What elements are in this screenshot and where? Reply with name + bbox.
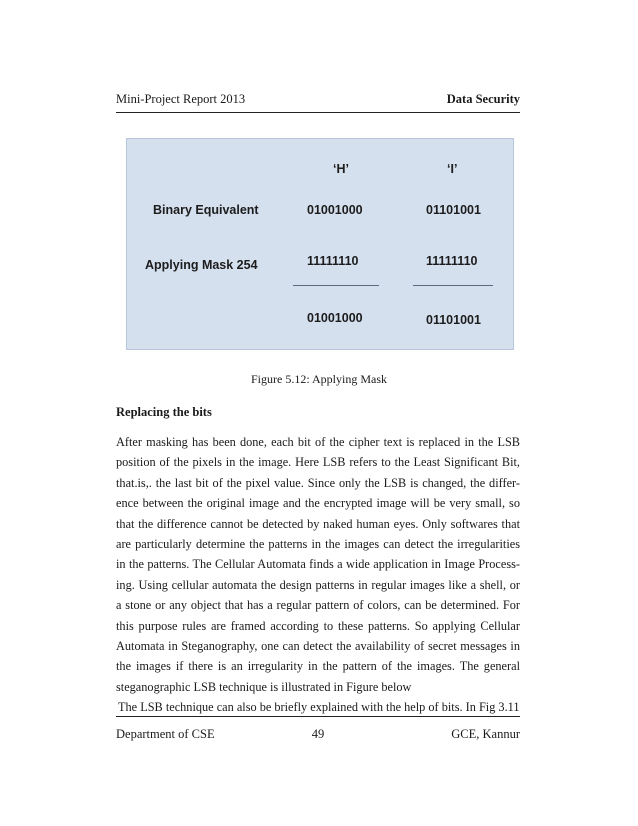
mask-h-value: 11111110 (307, 254, 359, 268)
paragraph-line: The LSB technique can also be briefly explained with the help of bits. In Fig 3.11 (118, 700, 520, 715)
result-line-h (293, 285, 379, 286)
section-heading: Replacing the bits (116, 405, 212, 419)
column-header-i: ‘I’ (447, 162, 458, 176)
row-label-binary-equivalent: Binary Equivalent (153, 203, 259, 217)
paragraph-line: position of the pixels in the image. Here LSB refers to the Least Significant Bit, (116, 455, 520, 470)
paragraph-line: Automata in Steganography, one can detect the availability of secret messages in (116, 638, 520, 653)
paragraph-line: that.is,. the last bit of the pixel value. Since only the LSB is changed, the differ- (116, 475, 520, 490)
paragraph-line: After masking has been done, each bit of the cipher text is replaced in the LSB (116, 435, 520, 449)
header-section-title: Data Security (446, 92, 520, 106)
footer-college: GCE, Kannur (451, 727, 520, 741)
paragraph-line: a stone or any object that has a regular pattern of colors, can be determined. For (116, 598, 520, 613)
page-footer (116, 716, 520, 743)
result-line-i (413, 285, 493, 286)
paragraph-line: that the difference cannot be detected by naked human eyes. Only softwares that (116, 516, 520, 531)
mask-figure (126, 138, 514, 350)
result-i-value: 01101001 (426, 313, 481, 327)
paragraph-line: this purpose rules are framed according to these patterns. So applying Cellular (116, 618, 520, 633)
mask-i-value: 11111110 (426, 254, 478, 268)
figure-caption: Figure 5.12: Applying Mask (250, 372, 387, 386)
paragraph-line: ing. Using cellular automata the design patterns in regular images like a shell, or (116, 577, 520, 592)
paragraph-line: in the patterns. The Cellular Automata finds a wide application in Image Process- (116, 557, 520, 572)
row-label-applying-mask: Applying Mask 254 (145, 258, 258, 272)
paragraph-line: ence between the original image and the encrypted image will be very small, so (116, 496, 520, 511)
paragraph-line: are particularly determine the patterns in the images can detect the irregularities (116, 536, 520, 551)
paragraph-line: steganographic LSB technique is illustrated in Figure below (116, 679, 412, 694)
result-h-value: 01001000 (307, 311, 363, 325)
footer-page-number: 49 (311, 727, 325, 741)
binary-i-value: 01101001 (426, 203, 481, 217)
page-header (116, 92, 520, 113)
body-paragraph (116, 432, 520, 717)
header-report-title: Mini-Project Report 2013 (116, 92, 246, 106)
binary-h-value: 01001000 (307, 203, 363, 217)
column-header-h: ‘H’ (333, 162, 349, 176)
paragraph-line: the images if there is an irregularity in the pattern of the images. The general (116, 659, 520, 674)
footer-department: Department of CSE (116, 727, 215, 741)
